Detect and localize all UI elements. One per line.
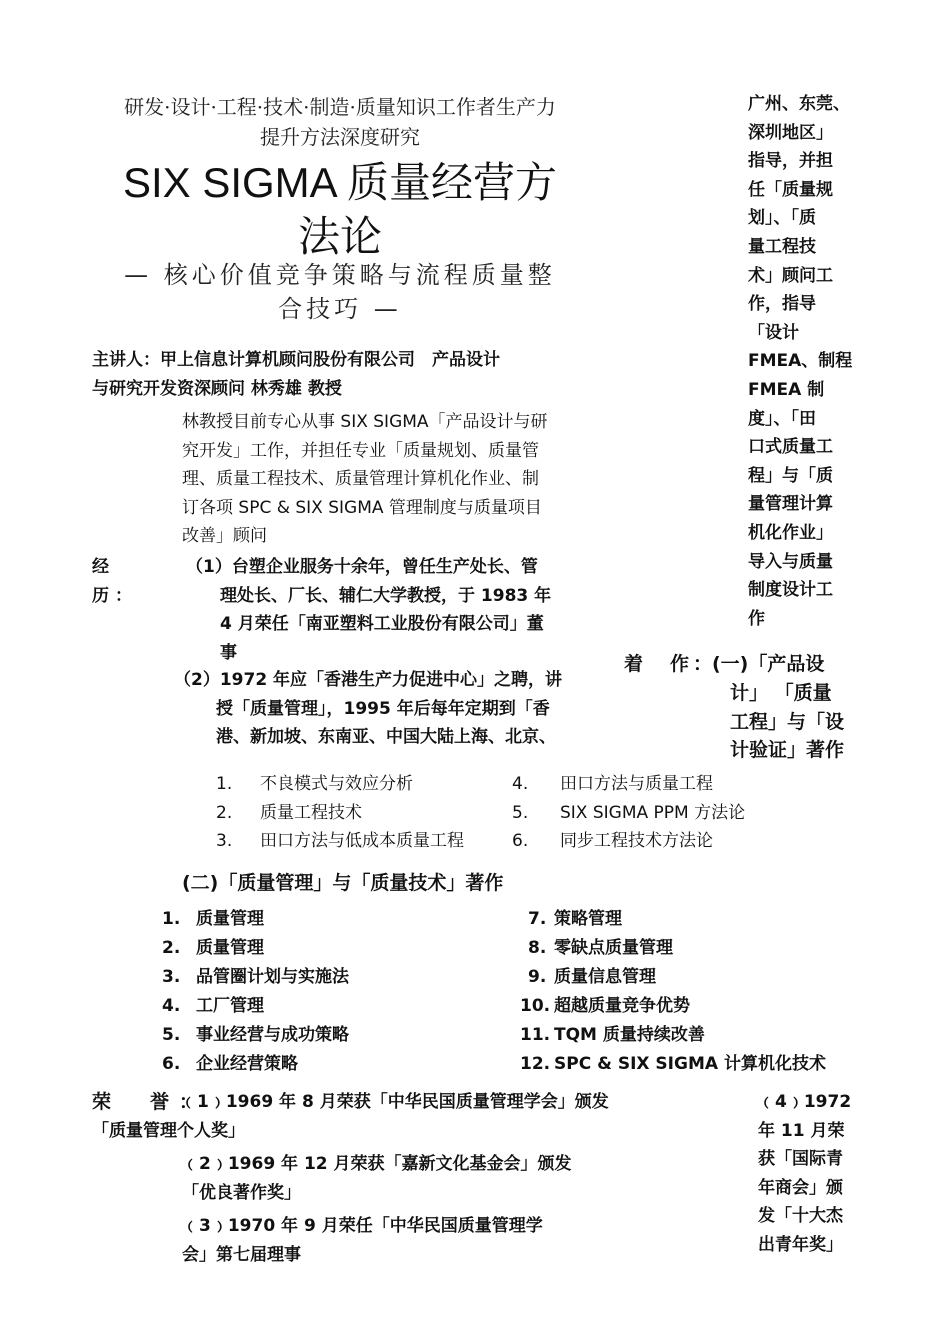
experience-continued-line: 任「质量规	[748, 179, 833, 200]
experience-continued-line: 导入与质量	[748, 551, 833, 572]
experience-continued-line: 制度设计工	[748, 580, 833, 601]
honor-line: 获「国际青	[758, 1149, 843, 1170]
list-item-number: 11.	[520, 1025, 551, 1045]
list-item	[520, 905, 860, 934]
list-item-text: 质量管理	[196, 909, 264, 929]
list-item-number: 6.	[512, 831, 529, 851]
subtitle-line: 提升方法深度研究	[260, 125, 420, 149]
list-item	[216, 770, 476, 799]
list-item	[520, 1021, 860, 1050]
works-group1-title	[712, 650, 862, 765]
list-item-text: 不良模式与效应分析	[260, 774, 413, 794]
list-item-number: 2.	[216, 802, 233, 823]
list-item	[520, 963, 860, 992]
experience-continued-line: 指导，并担	[748, 151, 833, 172]
honor-item-4	[758, 1088, 868, 1260]
honor-line: 「优良著作奖」	[182, 1182, 301, 1203]
list-item-number: 5.	[512, 802, 529, 823]
list-item-text: 工厂管理	[196, 996, 264, 1016]
list-item-text: 事业经营与成功策略	[196, 1025, 349, 1045]
works-group1-list-right	[512, 770, 792, 860]
honor-line: 年商会」颁	[758, 1177, 843, 1198]
list-item-number: 2.	[162, 938, 181, 958]
bio-line: 究开发」工作，并担任专业「质量规划、质量管	[182, 440, 539, 461]
speaker-line: 主讲人：甲上信息计算机顾问股份有限公司 产品设计	[92, 350, 500, 370]
list-item	[512, 827, 792, 856]
honor-line: 年 11 月荣	[758, 1120, 845, 1141]
honor-item-3	[182, 1212, 612, 1269]
honor-item-2	[182, 1150, 612, 1207]
list-item	[520, 992, 860, 1021]
experience-continued-line: 划」、「质	[748, 208, 816, 229]
works-group1-title-line: 计」 「质量	[730, 681, 832, 704]
experience-continued-line: 机化作业」	[748, 522, 833, 543]
honor-line: ﹙1﹚1969 年 8 月荣获「中华民国质量管理学会」颁发	[180, 1092, 609, 1112]
experience-continued-line: 「设计	[748, 322, 799, 343]
list-item-number: 1.	[162, 909, 181, 929]
experience-item-1	[186, 553, 586, 667]
bio-line: 理、质量工程技术、质量管理计算机化作业、制	[182, 469, 539, 489]
list-item	[162, 934, 482, 963]
list-item-text: 超越质量竞争优势	[554, 996, 690, 1016]
document-title	[80, 156, 600, 264]
list-item-number: 4.	[512, 774, 529, 794]
list-item-text: SPC & SIX SIGMA 计算机化技术	[554, 1054, 826, 1074]
list-item-number: 1.	[216, 774, 233, 794]
experience-continued-line: 作，指导	[748, 294, 816, 315]
list-item	[162, 905, 482, 934]
subheading-line: 合技巧 —	[278, 295, 402, 323]
honor-line: ﹙2﹚1969 年 12 月荣获「嘉新文化基金会」颁发	[182, 1154, 572, 1174]
list-item-text: 品管圈计划与实施法	[196, 967, 349, 987]
honor-line: ﹙4﹚1972	[758, 1092, 852, 1112]
list-item-text: 质量信息管理	[554, 967, 656, 987]
list-item-number: 9.	[528, 967, 547, 987]
list-item-text: SIX SIGMA PPM 方法论	[560, 802, 746, 823]
list-item-number: 6.	[162, 1054, 181, 1074]
honor-line: 出青年奖」	[758, 1234, 843, 1255]
list-item-text: 质量管理	[196, 938, 264, 958]
list-item-number: 3.	[216, 831, 233, 851]
subtitle-line: 研发·设计·工程·技术·制造·质量知识工作者生产力	[124, 95, 556, 119]
experience-line: 4 月荣任「南亚塑料工业股份有限公司」董	[220, 614, 544, 634]
works-group1-title-line: 工程」与「设	[730, 710, 845, 733]
list-item-text: 质量工程技术	[260, 802, 362, 823]
list-item-number: 5.	[162, 1025, 181, 1045]
experience-line: 事	[220, 642, 237, 663]
list-item	[520, 1050, 860, 1079]
title-line: 法论	[297, 213, 382, 260]
list-item-number: 12.	[520, 1054, 551, 1074]
list-item	[162, 992, 482, 1021]
experience-continued-line: 作	[748, 608, 765, 629]
list-item-text: 田口方法与低成本质量工程	[260, 831, 464, 851]
list-item-number: 7.	[528, 909, 547, 929]
works-group1-list-left	[216, 770, 476, 860]
honor-item-1-continued	[92, 1117, 592, 1146]
experience-label: 经 历：	[92, 557, 138, 606]
honor-line: 会」第七届理事	[182, 1244, 301, 1265]
list-item-text: TQM 质量持续改善	[554, 1025, 705, 1045]
list-item-text: 零缺点质量管理	[554, 938, 673, 958]
list-item-number: 3.	[162, 967, 181, 987]
speaker-line: 与研究开发资深顾问 林秀雄 教授	[92, 378, 342, 399]
honors-label: 荣 誉：	[92, 1091, 209, 1113]
bio-line: 订各项 SPC & SIX SIGMA 管理制度与质量项目	[182, 497, 542, 518]
experience-continued-line: FMEA、制程	[748, 351, 853, 372]
document-subheading	[90, 258, 590, 326]
works-group2-title: (二)「质量管理」与「质量技术」著作	[182, 872, 504, 894]
bio-line: 林教授目前专心从事 SIX SIGMA「产品设计与研	[182, 412, 548, 432]
experience-continued-line: 度」、「田	[748, 408, 816, 429]
title-line: SIX SIGMA 质量经营方	[122, 159, 558, 206]
works-group2-list-right	[520, 905, 860, 1085]
subheading-line: — 核心价值竞争策略与流程质量整	[124, 261, 556, 289]
experience-continued-line: FMEA 制	[748, 379, 825, 400]
works-label: 着 作：	[624, 653, 717, 675]
experience-continued-line: 口式质量工	[748, 437, 833, 458]
experience-line: （1）台塑企业服务十余年，曾任生产处长、管	[186, 557, 538, 577]
list-item-text: 企业经营策略	[196, 1054, 298, 1074]
works-group1-title-line: 计验证」著作	[730, 739, 845, 762]
experience-continued-line: 术」顾问工	[748, 265, 833, 286]
speaker-bio	[182, 408, 594, 551]
experience-continued-line: 程」与「质	[748, 465, 833, 486]
list-item-number: 8.	[528, 938, 547, 958]
list-item	[162, 1021, 482, 1050]
speaker-info	[92, 346, 612, 403]
list-item	[216, 827, 476, 856]
list-item	[512, 799, 792, 828]
list-item	[162, 963, 482, 992]
list-item	[162, 1050, 482, 1079]
experience-continued-line: 广州、东莞、	[748, 94, 850, 114]
list-item-text: 同步工程技术方法论	[560, 831, 713, 851]
list-item	[216, 799, 476, 828]
experience-continued-line: 深圳地区」	[748, 122, 833, 143]
list-item-text: 田口方法与质量工程	[560, 774, 713, 794]
works-group2-list-left	[162, 905, 482, 1085]
list-item	[520, 934, 860, 963]
bio-line: 改善」顾问	[182, 526, 267, 546]
list-item-text: 策略管理	[554, 909, 622, 929]
experience-continued-line: 量管理计算	[748, 494, 833, 515]
experience-item2-continued	[748, 90, 868, 633]
document-subtitle	[70, 92, 610, 152]
list-item	[512, 770, 792, 799]
experience-item-2	[174, 666, 594, 752]
honor-line: ﹙3﹚1970 年 9 月荣任「中华民国质量管理学	[182, 1216, 543, 1236]
honor-line: 发「十大杰	[758, 1206, 843, 1227]
experience-line: 理处长、厂长、辅仁大学教授，于 1983 年	[220, 585, 552, 606]
works-group1-title-line: (一)「产品设	[712, 653, 825, 675]
list-item-number: 4.	[162, 996, 181, 1016]
honor-item-1	[180, 1088, 650, 1117]
list-item-number: 10.	[520, 996, 551, 1016]
experience-continued-line: 量工程技	[748, 236, 816, 257]
experience-line: 授「质量管理」，1995 年后每年定期到「香	[216, 698, 550, 719]
honor-line: 「质量管理个人奖」	[92, 1121, 245, 1141]
experience-line: 港、新加坡、东南亚、中国大陆上海、北京、	[216, 727, 556, 747]
experience-line: （2）1972 年应「香港生产力促进中心」之聘，讲	[174, 670, 563, 690]
